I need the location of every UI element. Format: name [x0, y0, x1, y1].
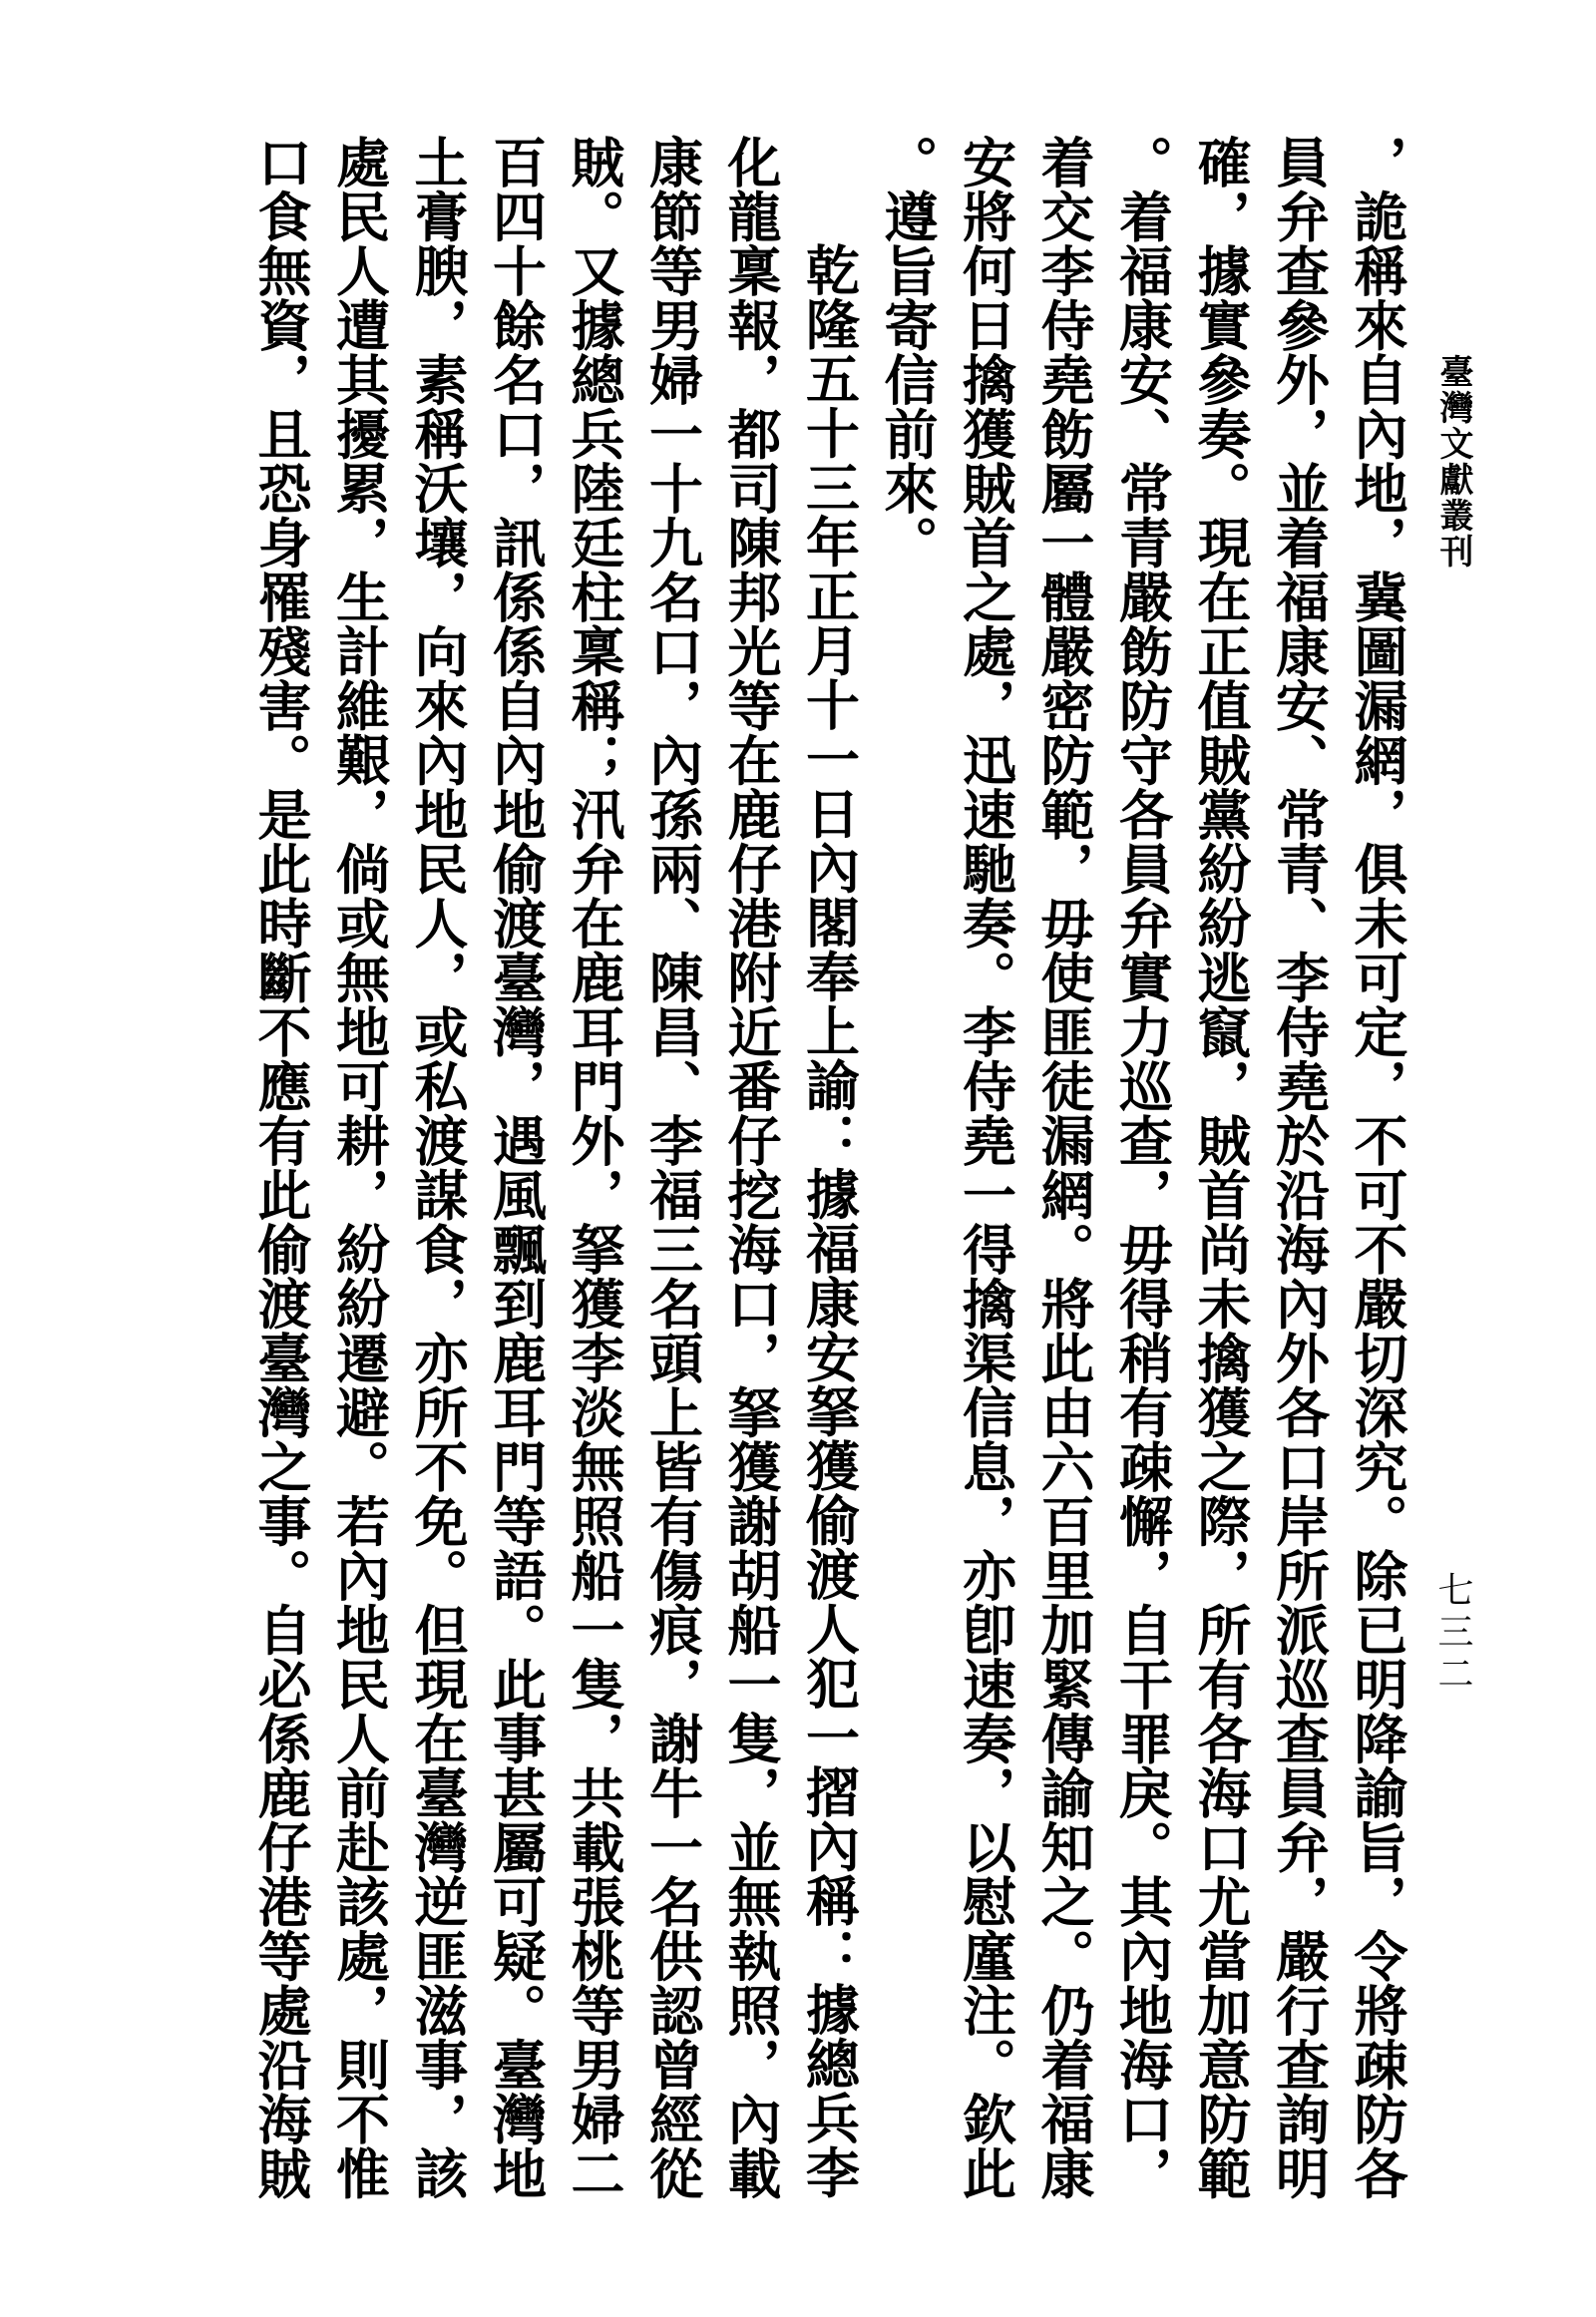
main-text-body	[140, 135, 1416, 2200]
text-line: 土膏腴，素稱沃壤，向來內地民人，或私渡謀食，亦所不免。但現在臺灣逆匪滋事，該	[406, 135, 470, 2200]
text-line: 康節等男婦一十九名口，內孫兩、陳昌、李福三名頭上皆有傷痕，謝牛一名供認曾經從	[640, 135, 705, 2200]
text-line: 着交李侍堯飭屬一體嚴密防範，毋使匪徒漏網。將此由六百里加緊傳諭知之。仍着福康	[1032, 135, 1096, 2200]
edict-heading-line: 乾隆五十三年正月十一日內閣奉上諭：據福康安拏獲偷渡人犯一摺內稱：據總兵李	[797, 242, 862, 2199]
running-header-title: 臺灣文獻叢刊	[1433, 354, 1473, 570]
text-line: 。着福康安、常青嚴飭防守各員弁實力巡查，毋得稍有疎懈，自干罪戾。其內地海口，	[1110, 135, 1175, 2200]
text-line: 。遵旨寄信前來。	[876, 135, 940, 570]
text-line: 安將何日擒獲賊首之處，迅速馳奏。李侍堯一得擒渠信息，亦卽速奏，以慰廑注。欽此	[954, 135, 1018, 2200]
text-line: 化龍稟報，都司陳邦光等在鹿仔港附近番仔挖海口，拏獲謝胡船一隻，並無執照，內載	[719, 135, 783, 2200]
text-line: 賊。又據總兵陸廷柱稟稱；汛弁在鹿耳門外，拏獲李淡無照船一隻，共載張桃等男婦二	[563, 135, 626, 2200]
text-line: 處民人遭其擾累，生計維艱，倘或無地可耕，紛紛遷避。若內地民人前赴該處，則不惟	[327, 135, 392, 2200]
text-line: 百四十餘名口，訊係係自內地偷渡臺灣，遇風飄到鹿耳門等語。此事甚屬可疑。臺灣地	[484, 135, 549, 2200]
text-line: ，詭稱來自內地，冀圖漏網，俱未可定，不可不嚴切深究。除已明降諭旨，令將疎防各	[1346, 135, 1409, 2200]
text-line: 口食無資，且恐身罹殘害。是此時斷不應有此偷渡臺灣之事。自必係鹿仔港等處沿海賊	[249, 135, 313, 2200]
page-number: 七三二	[1432, 1571, 1473, 1697]
text-line: 員弁查參外，並着福康安、常青、李侍堯於沿海內外各口岸所派巡查員弁，嚴行查詢明	[1267, 135, 1332, 2200]
text-line: 確，據實參奏。現在正值賊黨紛紛逃竄，賊首尚未擒獲之際，所有各海口尤當加意防範	[1189, 135, 1253, 2200]
